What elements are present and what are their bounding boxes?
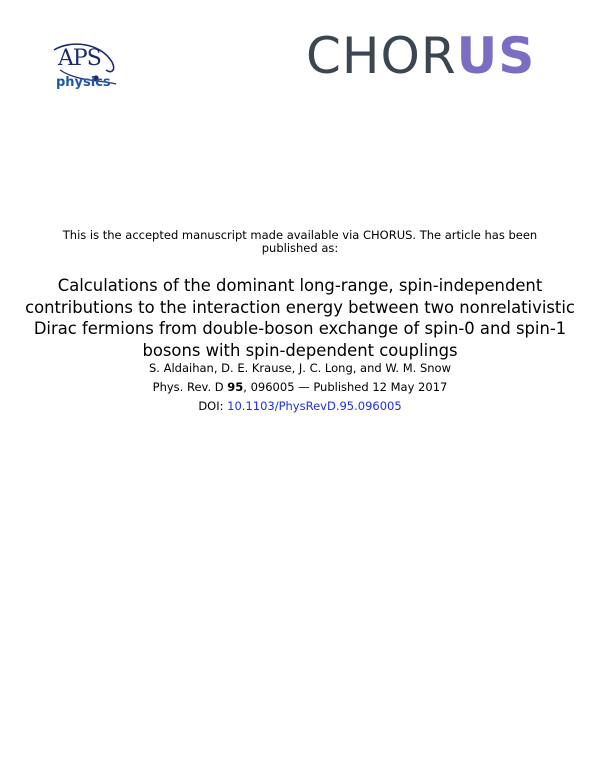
citation-journal: Phys. Rev. D <box>152 380 228 394</box>
aps-logo-subtext: physics <box>56 75 111 90</box>
chorus-part-us: US <box>456 27 536 85</box>
aps-logo-text: APS <box>58 46 101 71</box>
article-authors: S. Aldaihan, D. E. Krause, J. C. Long, and W. M. Snow <box>149 361 451 375</box>
chorus-part-ch: CH <box>306 27 381 85</box>
chorus-wordmark <box>306 28 535 84</box>
doi-label: DOI: <box>198 399 228 413</box>
doi-link[interactable]: 10.1103/PhysRevD.95.096005 <box>227 399 402 413</box>
citation-volume: 95 <box>227 380 244 394</box>
chorus-part-o: O <box>380 27 421 85</box>
aps-physics-logo <box>50 40 122 96</box>
chorus-logo <box>306 28 560 84</box>
chorus-part-r: R <box>420 27 457 85</box>
article-doi <box>40 399 560 413</box>
chorus-notice: This is the accepted manuscript made available via CHORUS. The article has been published as: <box>62 228 538 255</box>
citation-details: , 096005 — Published 12 May 2017 <box>243 380 448 394</box>
article-citation <box>40 380 560 394</box>
article-title: Calculations of the dominant long-range, spin-independent contributions to the interaction energy between two nonrelativistic Dirac fermions from double-boson exchange of spin-0 and spin-1 bosons with spin-dependent couplings <box>25 276 575 360</box>
